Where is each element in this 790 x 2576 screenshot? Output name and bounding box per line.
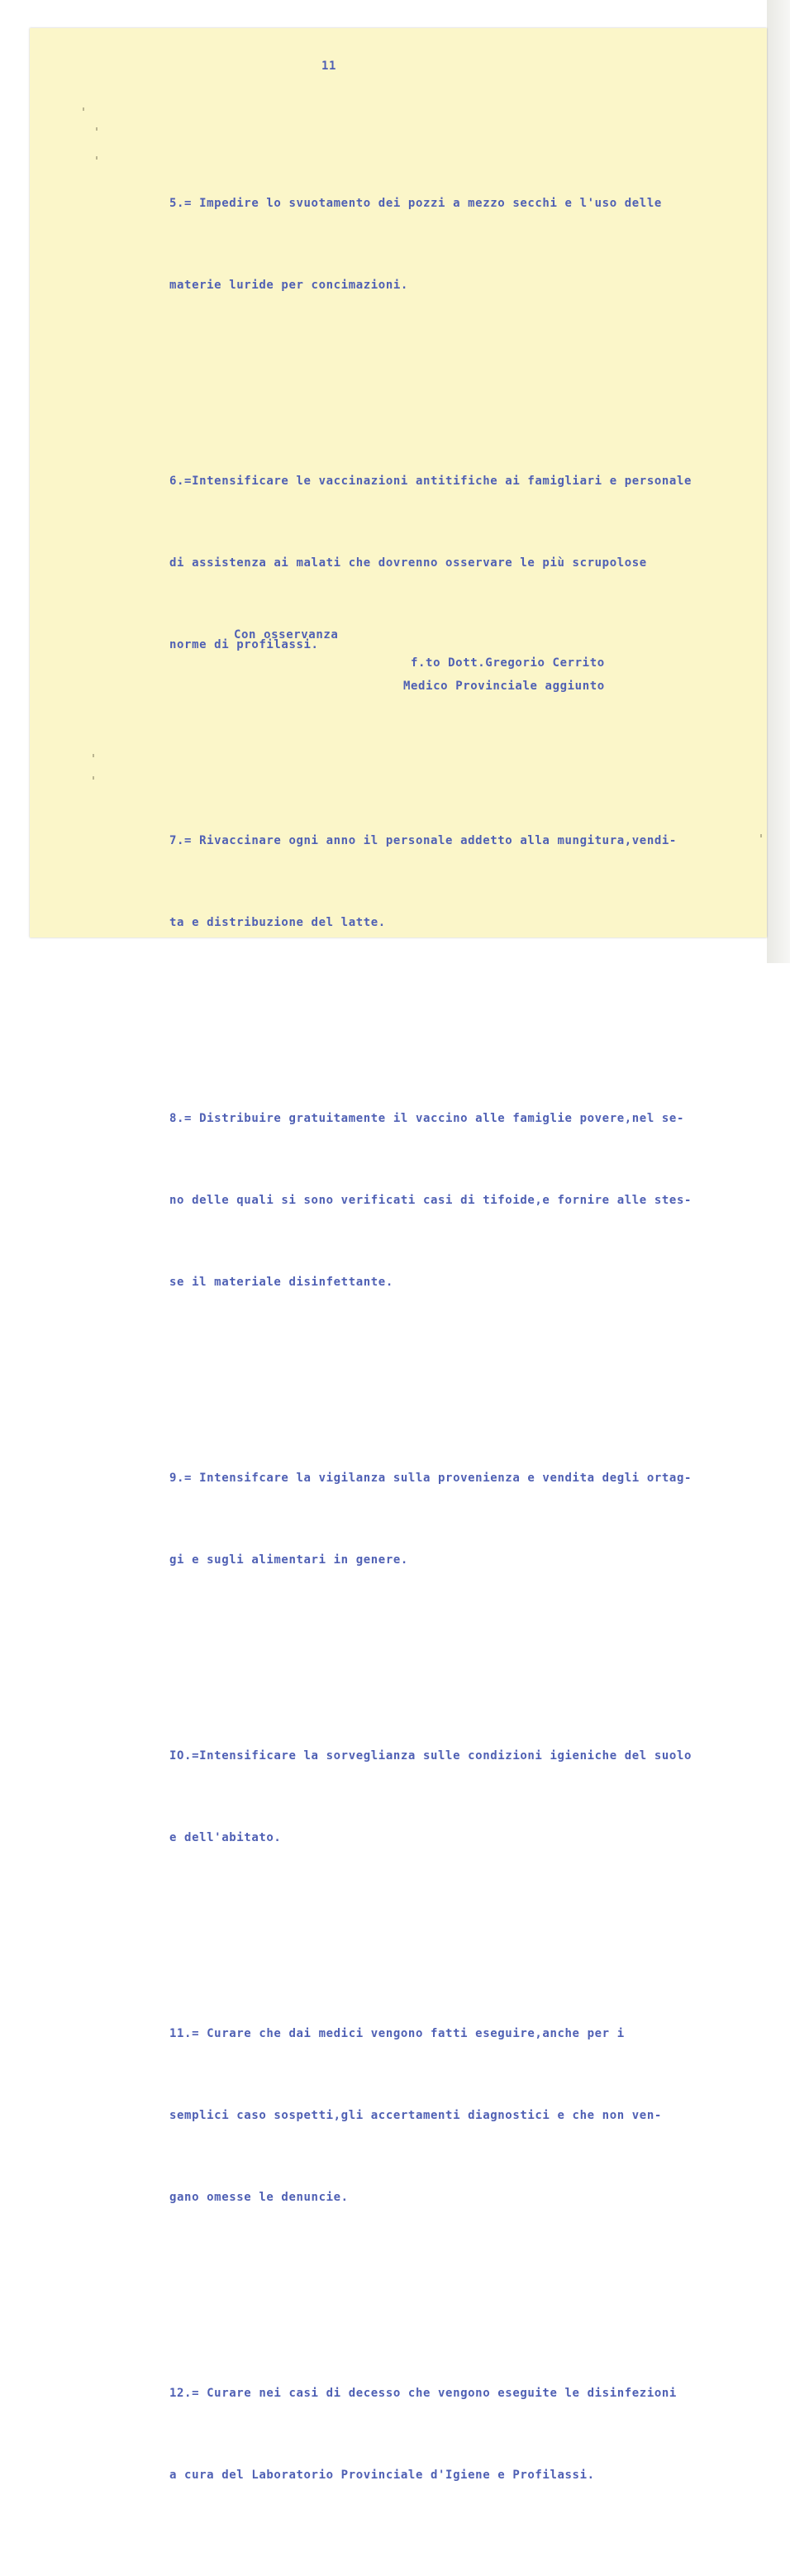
margin-mark xyxy=(96,127,98,131)
list-item-5 xyxy=(169,136,692,354)
text-line: e dell'abitato. xyxy=(169,1831,282,1844)
scan-background-edge xyxy=(767,0,790,963)
text-line: 12.= Curare nei casi di decesso che vengono eseguite le disinfezioni xyxy=(169,2387,677,2400)
text-line: 9.= Intensifcare la vigilanza sulla provenienza e vendita degli ortag- xyxy=(169,1472,692,1485)
page-number: 11 xyxy=(321,60,337,73)
text-line: 11.= Curare che dai medici vengono fatti eseguire,anche per i xyxy=(169,2027,625,2040)
text-line: 7.= Rivaccinare ogni anno il personale addetto alla mungitura,vendi- xyxy=(169,834,677,847)
text-line: 6.=Intensificare le vaccinazioni antitifiche ai famigliari e personale xyxy=(169,475,692,488)
list-item-8 xyxy=(169,1051,692,1351)
points-list xyxy=(169,81,692,2576)
text-line: IO.=Intensificare la sorveglianza sulle condizioni igieniche del suolo xyxy=(169,1749,692,1763)
text-line: 5.= Impedire lo svuotamento dei pozzi a mezzo secchi e l'uso delle xyxy=(169,197,662,210)
list-item-11 xyxy=(169,1966,692,2266)
text-line: gi e sugli alimentari in genere. xyxy=(169,1553,408,1567)
text-line: se il materiale disinfettante. xyxy=(169,1276,393,1289)
text-line: gano omesse le denuncie. xyxy=(169,2191,349,2204)
list-item-7 xyxy=(169,773,692,991)
text-line: no delle quali si sono verificati casi di tifoide,e fornire alle stes- xyxy=(169,1194,692,1207)
text-line: 8.= Distribuire gratuitamente il vaccino alle famiglie povere,nel se- xyxy=(169,1112,684,1125)
text-line: norme di profilassi. xyxy=(169,638,319,651)
signature-title: Medico Provinciale aggiunto xyxy=(403,680,605,693)
closing-salutation: Con osservanza xyxy=(234,628,339,642)
text-line: di assistenza ai malati che dovrenno osservare le più scrupolose xyxy=(169,556,647,570)
margin-mark xyxy=(93,754,94,757)
signature-name: f.to Dott.Gregorio Cerrito xyxy=(411,656,605,670)
text-line: a cura del Laboratorio Provinciale d'Igiene e Profilassi. xyxy=(169,2469,595,2482)
text-line: semplici caso sospetti,gli accertamenti diagnostici e che non ven- xyxy=(169,2109,662,2122)
margin-mark xyxy=(93,776,94,780)
text-line: materie luride per concimazioni. xyxy=(169,279,408,292)
margin-mark xyxy=(96,156,98,160)
text-line: ta e distribuzione del latte. xyxy=(169,916,386,929)
margin-mark xyxy=(760,834,762,837)
list-item-10 xyxy=(169,1688,692,1906)
margin-mark xyxy=(83,107,84,111)
list-item-12 xyxy=(169,2326,692,2544)
list-item-9 xyxy=(169,1410,692,1629)
